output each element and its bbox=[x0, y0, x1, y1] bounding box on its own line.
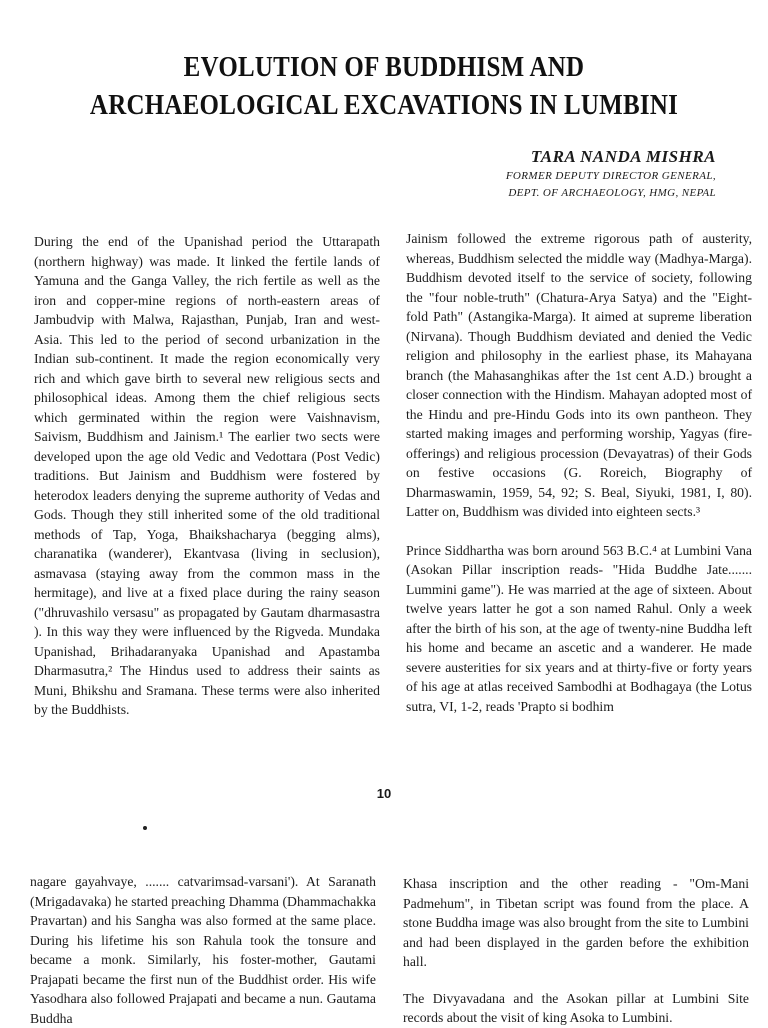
author-affiliation-2: DEPT. OF ARCHAEOLOGY, HMG, NEPAL bbox=[508, 187, 716, 199]
page2-right-column bbox=[403, 874, 749, 1028]
scan-speck bbox=[143, 826, 147, 830]
page-number: 10 bbox=[376, 786, 392, 801]
paragraph: The Divyavadana and the Asokan pillar at Lumbini Site records about the visit of king Asoka to Lumbini. bbox=[403, 990, 749, 1025]
paragraph: Prince Siddhartha was born around 563 B.C.⁴ at Lumbini Vana (Asokan Pillar inscription reads- "Hida Buddhe Jate....... Lummini game"). He was married at the age of sixteen. About twelve years latter he got a son named Rahul. Only a week after the birth of his son, at the age of twenty-nine Buddha left his home and became an ascetic and a wanderer. He made severe austerities for six years and at thirty-five or forty years of his age at atlas received Sambodhi at Bodhagaya (the Lotus sutra, VI, 1-2, reads 'Prapto si bodhim bbox=[406, 542, 752, 714]
title-line-1: EVOLUTION OF BUDDHISM AND bbox=[183, 51, 585, 83]
author-affiliation-1: FORMER DEPUTY DIRECTOR GENERAL, bbox=[505, 170, 716, 182]
page1-right-column bbox=[406, 229, 752, 716]
paragraph: During the end of the Upanishad period the Uttarapath (northern highway) was made. It linked the fertile lands of Yamuna and the Ganga Valley, the rich fertile as well as the iron and copper-mine regions of north-eastern areas of Jambudvip with Malwa, Rajasthan, Punjab, Iran and west-Asia. This led to the period of second urbanization in the Indian sub-continent. It made the region economically very rich and which gave birth to several new religious sects and philosophical ideas. Among them the chief religious sects which germinated within the region were Vaishnavism, Saivism, Buddhism and Jainism.¹ The earlier two sects were developed upon the age old Vedic and Vedottara (Post Vedic) traditions. But Jainism and Buddhism were fostered by heterodox leaders denying the supreme authority of Vedas and Gods. Though they still inherited some of the old traditional methods of Tap, Yoga, Bhaikshacharya (begging alms), charanatika (wanderer), Ekantvasa (living in seclusion), asmavasa (staying away from the common mass in the hermitage), and live at a fixed place during the rainy season ("dhruvashilo versasu" as propagated by Gautam dharmasastra ). In this way they were influenced by the Rigveda. Mundaka Upanishad, Brihadaranyaka Upanishad and Apastamba Dharmasutra,² The Hindus used to address their saints as Muni, Bhikshu and Sramana. These terms were also inherited by the Buddhists. bbox=[34, 234, 380, 717]
title-line-2: ARCHAEOLOGICAL EXCAVATIONS IN LUMBINI bbox=[89, 89, 679, 121]
page1-left-column bbox=[34, 232, 380, 720]
paragraph: nagare gayahvaye, ....... catvarimsad-varsani'). At Saranath (Mrigadavaka) he started preaching Dhamma (Dhammachakka Pravartan) and his Sangha was also formed at the same place. During his lifetime his son Rahula took the tonsure and became a monk. Similarly, his foster-mother, Gautami Prajapati became the first nun of the Buddhist order. His wife Yasodhara also followed Prajapati and became a nun. Gautama Buddha bbox=[30, 874, 376, 1026]
paragraph: Khasa inscription and the other reading - "Om-Mani Padmehum", in Tibetan script was found from the place. A stone Buddha image was also brought from the site to Lumbini and had been displayed in the garden before the exhibition hall. bbox=[403, 876, 749, 969]
author-name: TARA NANDA MISHRA bbox=[530, 147, 716, 166]
article-title bbox=[54, 48, 714, 124]
page2-left-column bbox=[30, 872, 376, 1028]
paragraph: Jainism followed the extreme rigorous path of austerity, whereas, Buddhism selected the middle way (Madhya-Marga). Buddhism devoted itself to the service of society, following the "four noble-truth" (Chatura-Arya Satya) and the "Eight-fold Path" (Astangika-Marga). It aimed at supreme liberation (Nirvana). Though Buddhism deviated and denied the Vedic religion and philosophy in the earliest phase, its Mahayana branch (the Mahasanghikas after the 1st cent A.D.) brought a closer connection with the Hindism. Mahayan adopted most of the Hindu and pre-Hindu Gods into its own pantheon. They started making images and performing worship, Yagyas (fire-offerings) and religious procession (Devayatras) of their Gods on festive occasions (G. Roreich, Biography of Dharmaswamin, 1959, 54, 92; S. Beal, Siyuki, 1981, I, 80). Latter on, Buddhism was divided into eighteen sects.³ bbox=[406, 231, 752, 519]
author-block bbox=[506, 146, 716, 202]
